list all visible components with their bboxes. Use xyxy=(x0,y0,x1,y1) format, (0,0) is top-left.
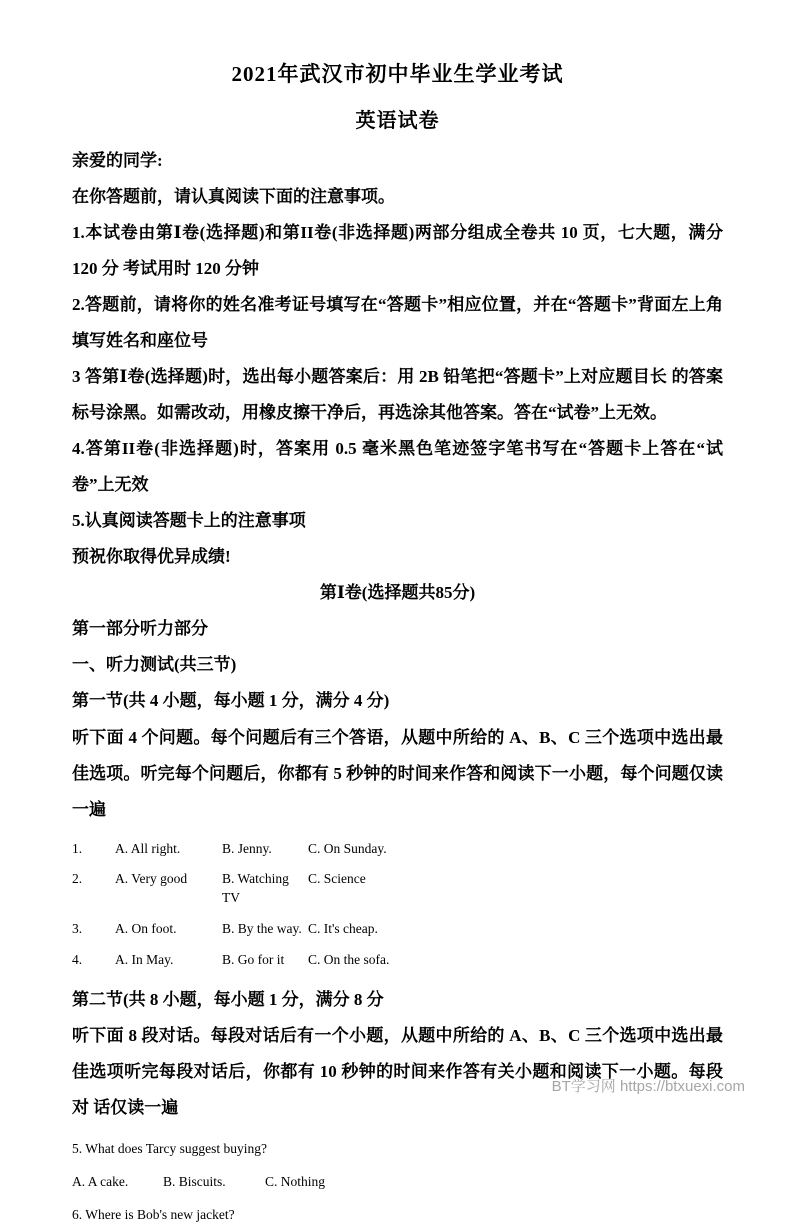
option-c: C. On Sunday. xyxy=(308,840,387,856)
option-c: C. It's cheap. xyxy=(308,921,378,937)
section1-title: 第一节(共 4 小题，每小题 1 分，满分 4 分) xyxy=(72,691,390,711)
question-number: 3. xyxy=(72,921,83,937)
question-5-text: 5. What does Tarcy suggest buying? xyxy=(72,1141,268,1157)
option-a: A. All right. xyxy=(115,840,181,856)
option-b: B. Jenny. xyxy=(222,840,272,856)
question-row-1 xyxy=(72,840,723,859)
question-number: 2. xyxy=(72,871,83,887)
listening-title: 一、听力测试(共三节) xyxy=(72,655,237,675)
question-6-text: 6. Where is Bob's new jacket? xyxy=(72,1206,235,1222)
instruction-item-3: 3 答第Ⅰ卷(选择题)时，选出每小题答案后：用 2B 铅笔把“答题卡”上对应题目长 的答案标号涂黑。如需改动，用橡皮擦干净后，再选涂其他答案。答在“试卷”上无效。 xyxy=(72,367,723,423)
question-5-options xyxy=(72,1173,723,1192)
site-watermark: BT学习网 https://btxuexi.com xyxy=(551,1078,745,1095)
question-row-3 xyxy=(72,920,723,939)
option-c: C. Nothing xyxy=(265,1174,326,1190)
wish-line: 预祝你取得优异成绩! xyxy=(72,547,231,567)
instruction-item-4: 4.答第II卷(非选择题)时，答案用 0.5 毫米黑色笔迹签字笔书写在“答题卡上答在“试卷”上无效 xyxy=(72,439,723,495)
exam-subtitle: 英语试卷 xyxy=(355,110,440,132)
option-b: B. Watching TV xyxy=(222,871,289,906)
instruction-item-2: 2.答题前，请将你的姓名准考证号填写在“答题卡”相应位置，并在“答题卡”背面左上角填写姓名和座位号 xyxy=(72,295,723,351)
option-a: A. Very good xyxy=(115,871,188,887)
exam-title: 2021年武汉市初中毕业生学业考试 xyxy=(231,62,564,86)
option-c: C. Science xyxy=(308,871,366,887)
section1-description: 听下面 4 个问题。每个问题后有三个答语，从题中所给的 A、B、C 三个选项中选出最佳选项。听完每个问题后，你都有 5 秒钟的时间来作答和阅读下一小题，每个问题仅读一遍 xyxy=(72,727,723,819)
option-a: A. In May. xyxy=(115,952,174,968)
volume1-heading: 第Ⅰ卷(选择题共85分) xyxy=(319,583,476,603)
instruction-item-1: 1.本试卷由第Ⅰ卷(选择题)和第II卷(非选择题)两部分组成全卷共 10 页，七大题，满分 120 分 考试用时 120 分钟 xyxy=(72,223,723,279)
question-number: 4. xyxy=(72,952,83,968)
part1-title: 第一部分听力部分 xyxy=(72,619,208,639)
section2-description: 听下面 8 段对话。每段对话后有一个小题，从题中所给的 A、B、C 三个选项中选出最 佳选项听完每段对话后，你都有 10 秒钟的时间来作答有关小题和阅读下一小题。每段对 话仅读一遍 xyxy=(72,1026,723,1118)
question-row-4 xyxy=(72,951,723,970)
section2-title: 第二节(共 8 小题，每小题 1 分，满分 8 分 xyxy=(72,990,384,1010)
notice-line: 在你答题前，请认真阅读下面的注意事项。 xyxy=(72,187,395,207)
option-c: C. On the sofa. xyxy=(308,952,390,968)
option-a: A. On foot. xyxy=(115,921,177,937)
option-b: B. Go for it xyxy=(222,952,285,968)
option-a: A. A cake. xyxy=(72,1174,129,1190)
greeting-line: 亲爱的同学: xyxy=(72,151,163,170)
instruction-item-5: 5.认真阅读答题卡上的注意事项 xyxy=(72,511,306,531)
question-number: 1. xyxy=(72,840,83,856)
question-row-2 xyxy=(72,870,723,908)
option-b: B. Biscuits. xyxy=(163,1174,226,1190)
option-b: B. By the way. xyxy=(222,921,302,937)
